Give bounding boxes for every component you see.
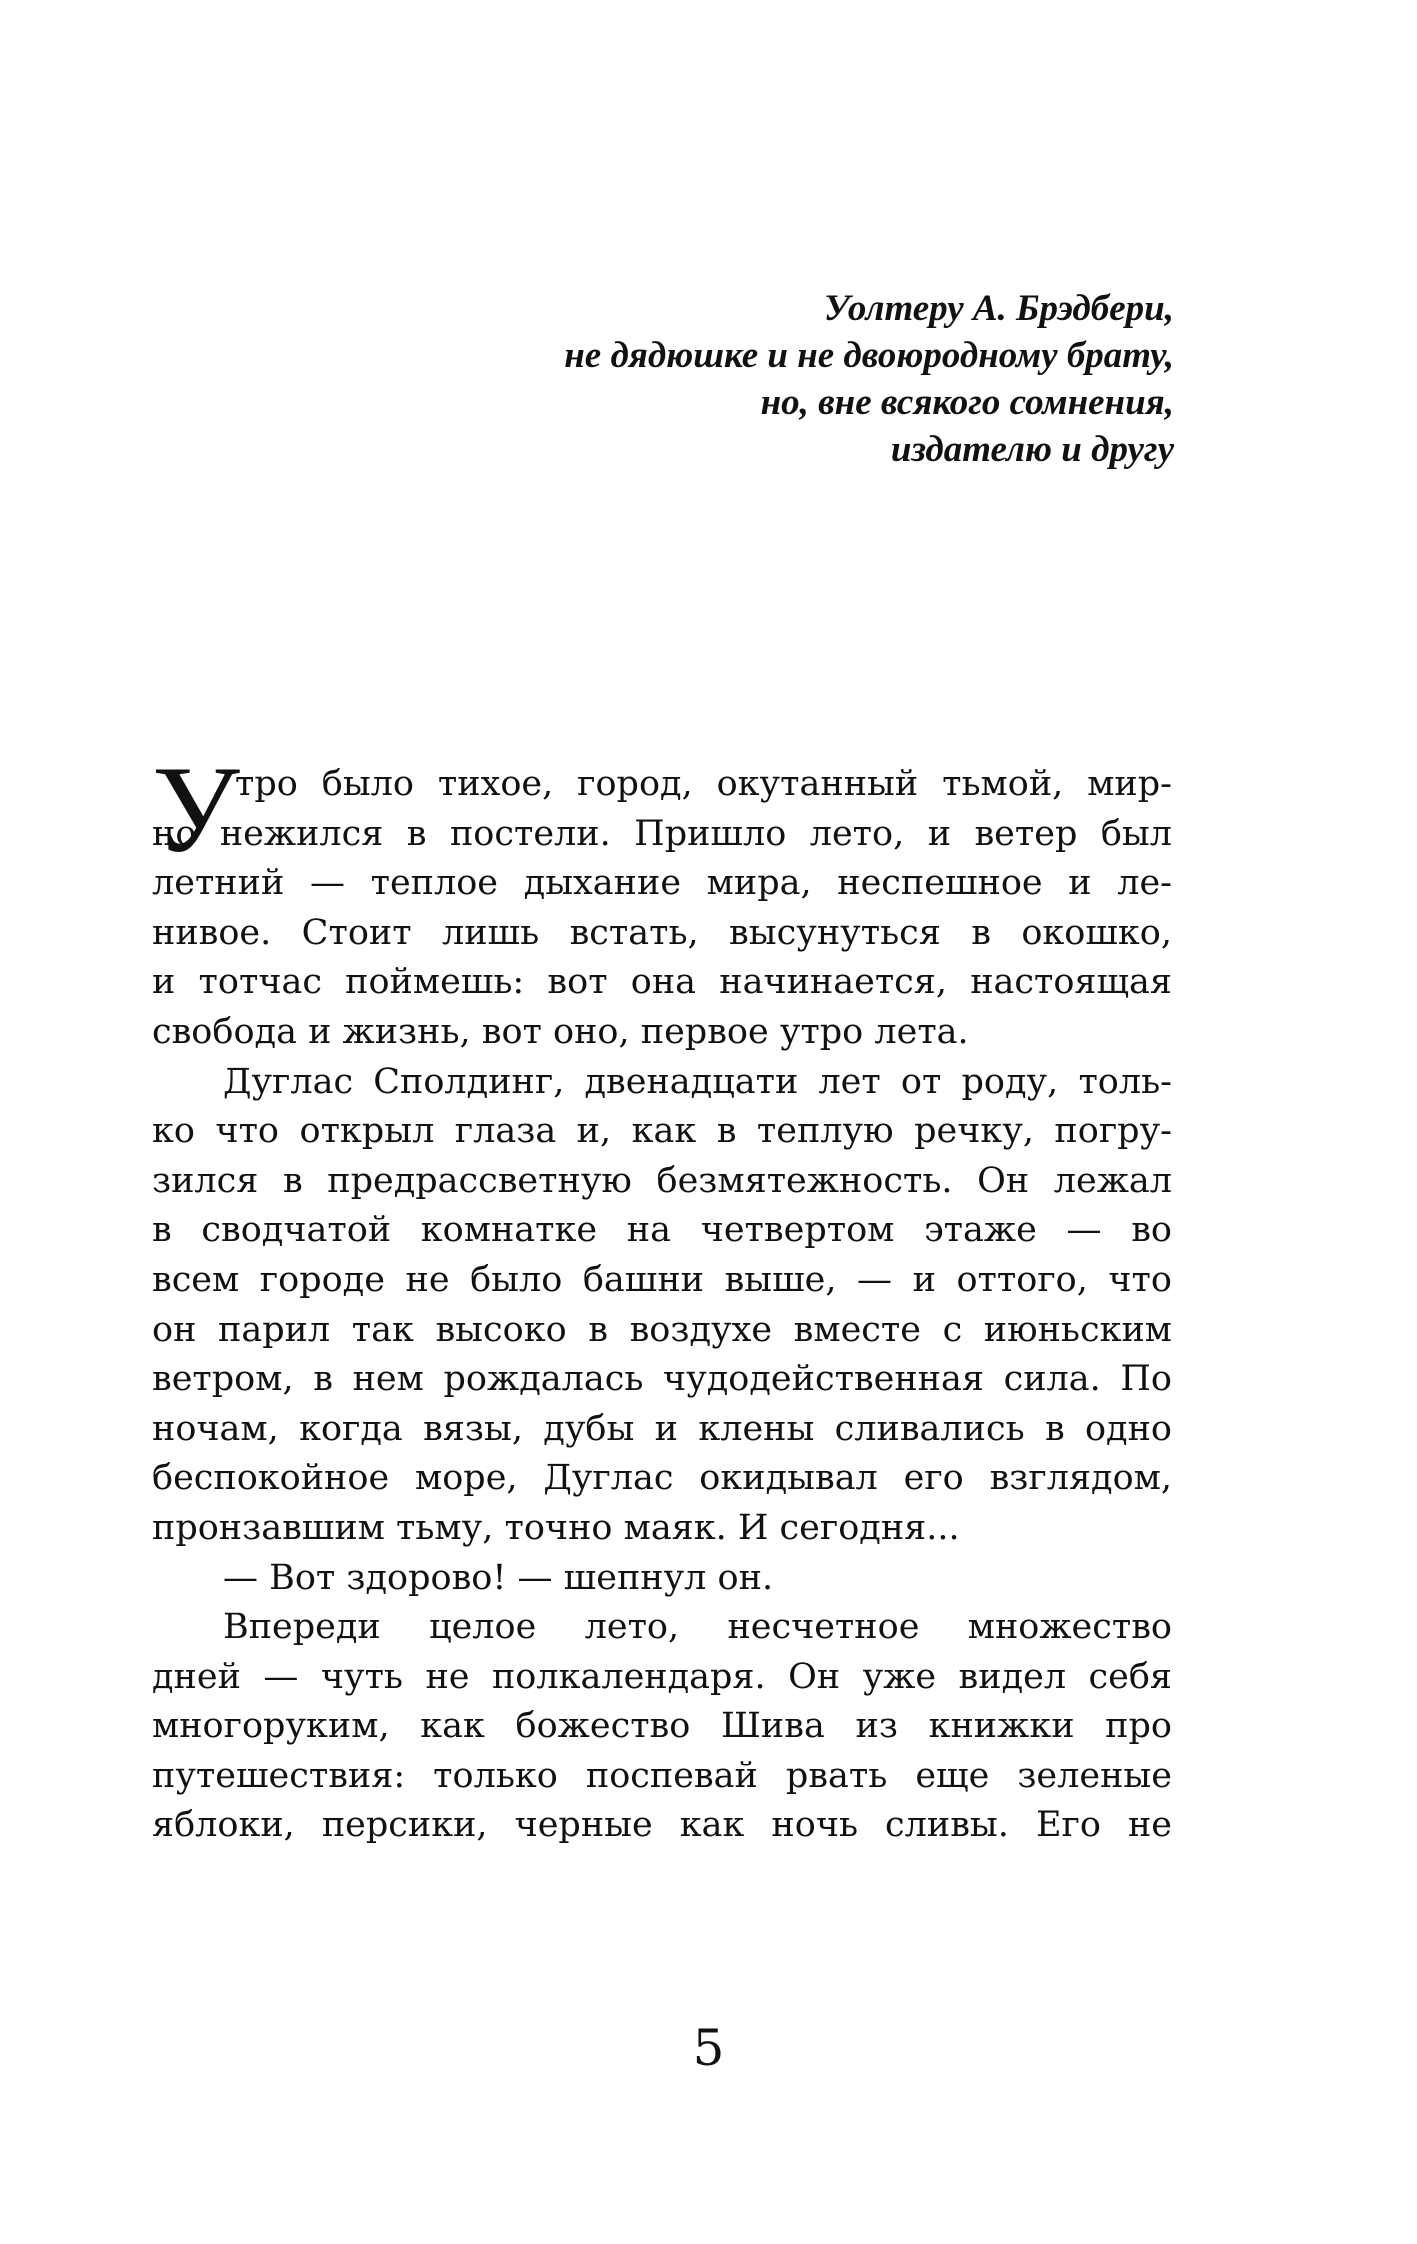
text-line: Дуглас Сполдинг, двенадцати лет от роду, толь- bbox=[223, 1061, 1172, 1102]
text-line: он парил так высоко в воздухе вместе с июньским bbox=[152, 1309, 1172, 1350]
page-number: 5 bbox=[692, 2019, 725, 2077]
text-line: но нежился в постели. Пришло лето, и ветер был bbox=[152, 813, 1172, 854]
text-line: путешествия: только поспевай рвать еще зеленые bbox=[152, 1755, 1172, 1796]
dedication-line: но, вне всякого сомнения, bbox=[760, 382, 1174, 423]
text-line: в сводчатой комнатке на четвертом этаже — во bbox=[152, 1210, 1172, 1251]
text-line: зился в предрассветную безмятежность. Он лежал bbox=[152, 1160, 1172, 1201]
text-line: ветром, в нем рождалась чудодейственная сила. По bbox=[152, 1359, 1172, 1400]
text-line: летний — теплое дыхание мира, неспешное и ле- bbox=[152, 863, 1172, 904]
dedication-line: Уолтеру А. Брэдбери, bbox=[823, 288, 1174, 329]
dedication bbox=[564, 285, 1174, 473]
text-line: тро было тихое, город, окутанный тьмой, мир- bbox=[235, 764, 1172, 804]
text-line: нивое. Стоит лишь встать, высунуться в окошко, bbox=[152, 912, 1172, 953]
text-line: свобода и жизнь, вот оно, первое утро лета. bbox=[152, 1011, 969, 1052]
drop-cap: У bbox=[152, 741, 240, 878]
text-line: дней — чуть не полкалендаря. Он уже видел себя bbox=[152, 1656, 1172, 1697]
body-text bbox=[152, 760, 1172, 1851]
text-line: и тотчас поймешь: вот она начинается, настоящая bbox=[152, 962, 1172, 1003]
text-line: пронзавшим тьму, точно маяк. И сегодня... bbox=[152, 1507, 960, 1548]
dedication-line: не дядюшке и не двоюродному брату, bbox=[564, 335, 1174, 376]
text-line: яблоки, персики, черные как ночь сливы. Его не bbox=[152, 1805, 1172, 1846]
text-line: ко что открыл глаза и, как в теплую речку, погру- bbox=[152, 1111, 1172, 1152]
text-line: многоруким, как божество Шива из книжки про bbox=[152, 1706, 1172, 1747]
text-line: — Вот здорово! — шепнул он. bbox=[223, 1557, 774, 1598]
text-line: ночам, когда вязы, дубы и клены сливались в одно bbox=[152, 1408, 1172, 1449]
text-line: всем городе не было башни выше, — и оттого, что bbox=[152, 1259, 1172, 1300]
text-line: беспокойное море, Дуглас окидывал его взглядом, bbox=[152, 1458, 1172, 1499]
text-line: Впереди целое лето, несчетное множество bbox=[223, 1607, 1172, 1648]
dedication-line: издателю и другу bbox=[890, 429, 1174, 470]
